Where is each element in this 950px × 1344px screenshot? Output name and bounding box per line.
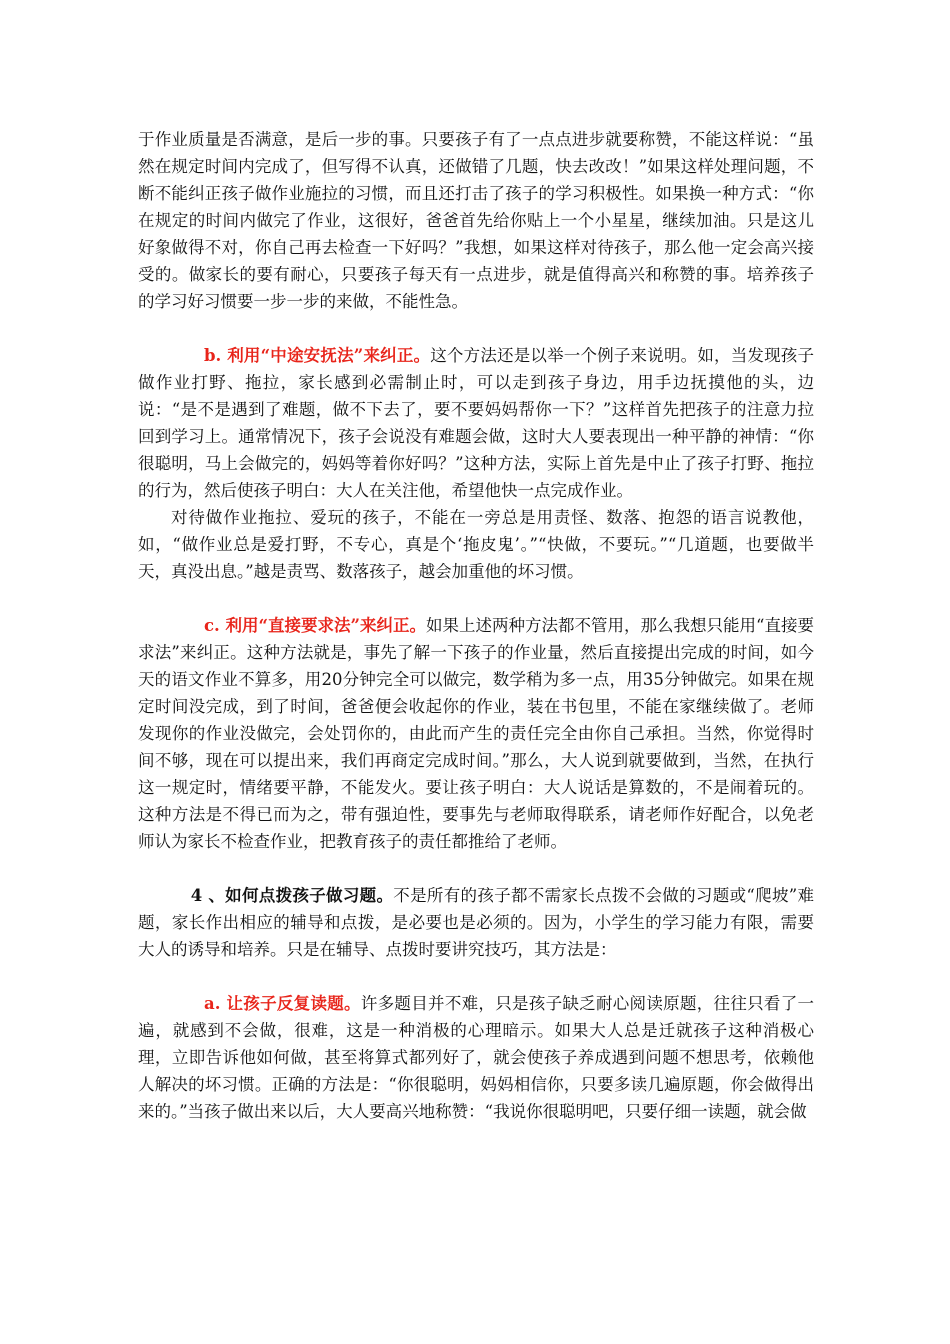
paragraph-text: 于作业质量是否满意，是后一步的事。只要孩子有了一点点进步就要称赞，不能这样说：“虽然在规定时间内完成了，但写得不认真，还做错了几题，快去改改！”如果这样处理问题，不断不能纠正孩子做作业施拉的习惯，而且还打击了孩子的学习积极性。如果换一种方式：“你在规定的时间内做完了作业，这很好，爸爸首先给你贴上一个小星星，继续加油。只是这儿好象做得不对，你自己再去检查一下好吗？”我想，如果这样对待孩子，那么他一定会高兴接受的。做家长的要有耐心，只要孩子每天有一点进步，就是值得高兴和称赞的事。培养孩子的学习好习惯要一步一步的来做，不能性急。 <box>138 130 814 311</box>
paragraph-text: 对待做作业拖拉、爱玩的孩子，不能在一旁总是用责怪、数落、抱怨的语言说教他，如，“做作业总是爱打野，不专心，真是个‘拖皮鬼’。”“快做，不要玩。”“几道题，也要做半天，真没出息。”越是责骂、数落孩子，越会加重他的坏习惯。 <box>138 508 814 581</box>
section-4-heading: 4 、如何点拨孩子做习题。 <box>190 886 394 905</box>
paragraph-gap <box>138 585 814 612</box>
paragraph-method-b <box>138 342 814 504</box>
paragraph-method-c <box>138 612 814 855</box>
paragraph-gap <box>138 855 814 882</box>
paragraph-gap <box>138 963 814 990</box>
method-b-heading: b. 利用“中途安抚法”来纠正。 <box>204 346 431 365</box>
paragraph-no-scolding <box>138 504 814 585</box>
paragraph-gap <box>138 315 814 342</box>
document-body <box>138 126 814 1125</box>
method-a-text: 许多题目并不难，只是孩子缺乏耐心阅读原题，往往只看了一遍，就感到不会做，很难，这是一种消极的心理暗示。如果大人总是迁就孩子这种消极心理，立即告诉他如何做，甚至将算式都列好了，就会使孩子养成遇到问题不想思考，依赖他人解决的坏习惯。正确的方法是：“你很聪明，妈妈相信你，只要多读几遍原题，你会做得出来的。”当孩子做出来以后，大人要高兴地称赞：“我说你很聪明吧，只要仔细一读题，就会做 <box>138 994 815 1121</box>
paragraph-method-a <box>138 990 814 1125</box>
method-b-text: 这个方法还是以举一个例子来说明。如，当发现孩子做作业打野、拖拉，家长感到必需制止时，可以走到孩子身边，用手边抚摸他的头，边说：“是不是遇到了难题，做不下去了，要不要妈妈帮你一下？”这样首先把孩子的注意力拉回到学习上。通常情况下，孩子会说没有难题会做，这时大人要表现出一种平静的神情：“你很聪明，马上会做完的，妈妈等着你好吗？”这种方法，实际上首先是中止了孩子打野、拖拉的行为，然后使孩子明白：大人在关注他，希望他快一点完成作业。 <box>138 346 815 500</box>
method-c-heading: c. 利用“直接要求法”来纠正。 <box>204 616 427 635</box>
method-c-text: 如果上述两种方法都不管用，那么我想只能用“直接要求法”来纠正。这种方法就是，事先了解一下孩子的作业量，然后直接提出完成的时间，如今天的语文作业不算多，用20分钟完全可以做完，数学稍为多一点，用35分钟做完。如果在规定时间没完成，到了时间，爸爸便会收起你的作业，装在书包里，不能在家继续做了。老师发现你的作业没做完，会处罚你的，由此而产生的责任完全由你自己承担。当然，你觉得时间不够，现在可以提出来，我们再商定完成时间。”那么，大人说到就要做到，当然，在执行这一规定时，情绪要平静，不能发火。要让孩子明白：大人说话是算数的，不是闹着玩的。这种方法是不得已而为之，带有强迫性，要事先与老师取得联系，请老师作好配合，以免老师认为家长不检查作业，把教育孩子的责任都推给了老师。 <box>138 616 814 851</box>
method-a-heading: a. 让孩子反复读题。 <box>204 994 361 1013</box>
paragraph-praise-progress <box>138 126 814 315</box>
paragraph-section-4 <box>138 882 814 963</box>
section-4-text: 不是所有的孩子都不需家长点拨不会做的习题或“爬坡”难题，家长作出相应的辅导和点拨，是必要也是必须的。因为，小学生的学习能力有限，需要大人的诱导和培养。只是在辅导、点拨时要讲究技巧，其方法是： <box>138 886 815 959</box>
